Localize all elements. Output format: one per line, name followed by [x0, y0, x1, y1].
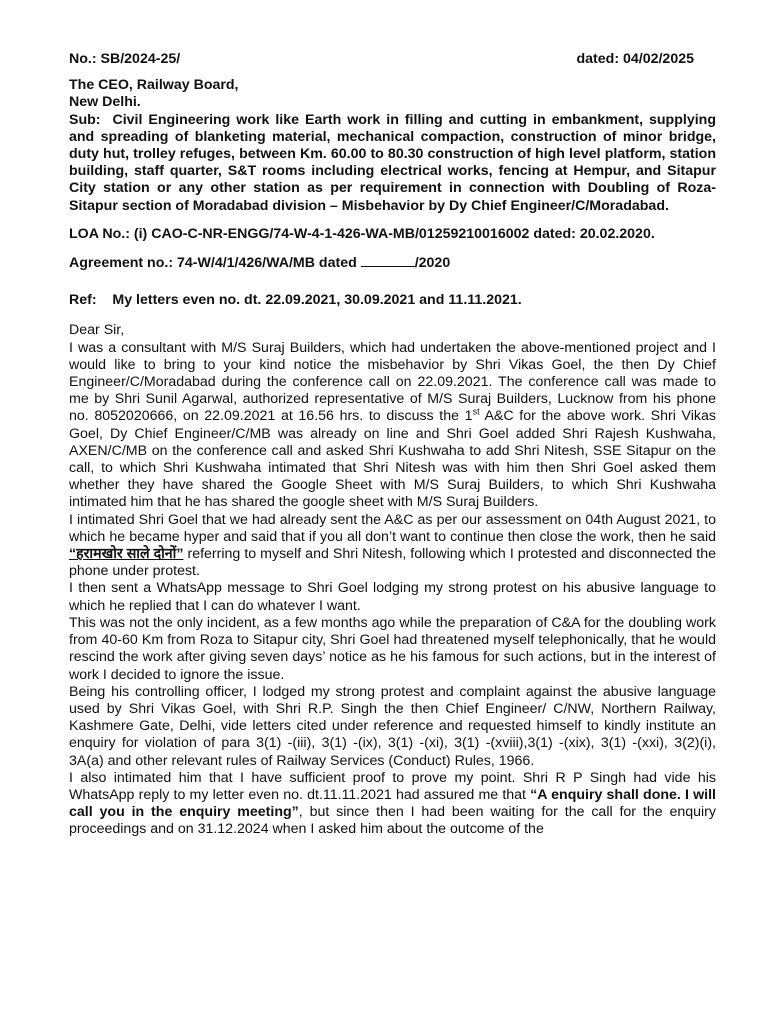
subject-text: Civil Engineering work like Earth work in filling and cutting in embankment, supplying and spreading of blanketing material, mechanical compaction, construction of minor bridge, duty hut, trolley refuges, between Km. 60.00 to 80.30 construction of high level platform, station building, staff quarter, S&T rooms including electrical works, fencing at Hempur, and Sitapur City station or any other station as per requirement in connection with Doubling of Roza-Sitapur section of Moradabad division – Misbehavior by Dy Chief Engineer/C/Moradabad. [69, 111, 716, 214]
agreement-date-blank [361, 254, 415, 267]
agreement-year: /2020 [414, 255, 451, 272]
addressee [69, 77, 716, 111]
paragraph-5: Being his controlling officer, I lodged my strong protest and complaint against the abusive language used by Shri Vikas Goel, with Shri R.P. Singh the then Chief Engineer/ C/NW, Northern Railway, Kashmere Gate, Delhi, vide letters cited under reference and requested himself to kindly institute an enquiry for violation of para 3(1) -(iii), 3(1) -(ix), 3(1) -(xi), 3(1) -(xviii),3(1) -(xix), 3(1) -(xxi), 3(2)(i), 3A(a) and other relevant rules of Railway Services (Conduct) Rules, 1966. [69, 683, 716, 769]
paragraph-1-text-b: A&C for the above work. Shri Vikas Goel, Dy Chief Engineer/C/MB was already on line and Shri Goel added Shri Rajesh Kushwaha, AXEN/C/MB on the conference call and asked Shri Kushwaha to add Shri Nitesh, SSE Sitapur on the call, to which Shri Kushwaha intimated that Shri Nitesh was with him then Shri Goel asked them whether they have shared the Google Sheet with M/S Suraj Builders, to which Shri Kushwaha intimated him that he has shared the google sheet with M/S Suraj Builders. [69, 408, 716, 511]
paragraph-6 [69, 770, 716, 839]
letter-date: dated: 04/02/2025 [576, 51, 694, 67]
subject-label: Sub: [69, 111, 101, 128]
agreement-text: Agreement no.: 74-W/4/1/426/WA/MB dated [69, 255, 357, 272]
reference-line [69, 292, 716, 309]
paragraph-2-text-b: referring to myself and Shri Nitesh, following which I protested and disconnected the phone under protest. [69, 546, 716, 580]
paragraph-3: I then sent a WhatsApp message to Shri Goel lodging my strong protest on his abusive language to which he replied that I can do whatever I want. [69, 580, 716, 614]
subject [69, 112, 716, 215]
salutation: Dear Sir, [69, 322, 125, 339]
reference-number: No.: SB/2024-25/ [69, 51, 181, 67]
paragraph-2 [69, 512, 716, 581]
paragraph-1-text-a: I was a consultant with M/S Suraj Builders, which had undertaken the above-mentioned project and I would like to bring to your kind notice the misbehavior by Shri Vikas Goel, the then Dy Chief Engineer/C/Moradabad during the conference call on 22.09.2021. The conference call was made to me by Shri Sunil Agarwal, authorized representative of M/S Suraj Builders, Lucknow from his phone no. 8052020666, on 22.09.2021 at 16.56 hrs. to discuss the 1 [69, 339, 716, 425]
quoted-assurance: “A enquiry shall done. I will call you in the enquiry meeting” [69, 786, 717, 821]
hindi-quote: “हरामखोर साले दोनों” [69, 546, 184, 563]
reference-text: My letters even no. dt. 22.09.2021, 30.09.2021 and 11.11.2021. [112, 292, 522, 309]
paragraph-2-text-a: I intimated Shri Goel that we had already sent the A&C as per our assessment on 04th August 2021, to which he became hyper and said that if you all don’t want to continue then close the work, then he said [69, 511, 716, 545]
addressee-line-1: The CEO, Railway Board, [69, 77, 239, 94]
agreement-number [69, 254, 716, 272]
paragraph-6-text-b: , but since then I had been waiting for the call for the enquiry proceedings and on 31.12.2024 when I asked him about the outcome of the [69, 804, 716, 838]
paragraph-6-text-a: I also intimated him that I have sufficient proof to prove my point. Shri R P Singh had vide his WhatsApp reply to my letter even no. dt.11.11.2021 had assured me that [69, 769, 716, 803]
addressee-line-2: New Delhi. [69, 94, 141, 111]
loa-number: LOA No.: (i) CAO-C-NR-ENGG/74-W-4-1-426-WA-MB/01259210016002 dated: 20.02.2020. [69, 225, 655, 242]
ordinal-suffix: st [472, 406, 480, 417]
paragraph-4: This was not the only incident, as a few months ago while the preparation of C&A for the doubling work from 40-60 Km from Roza to Sitapur city, Shri Goel had threatened myself telephonically, that he would rescind the work after giving seven days’ notice as he his famous for such actions, but in the interest of work I decided to ignore the issue. [69, 614, 716, 683]
paragraph-1 [69, 340, 716, 512]
reference-label: Ref: [69, 292, 97, 309]
letter-header [69, 51, 716, 68]
